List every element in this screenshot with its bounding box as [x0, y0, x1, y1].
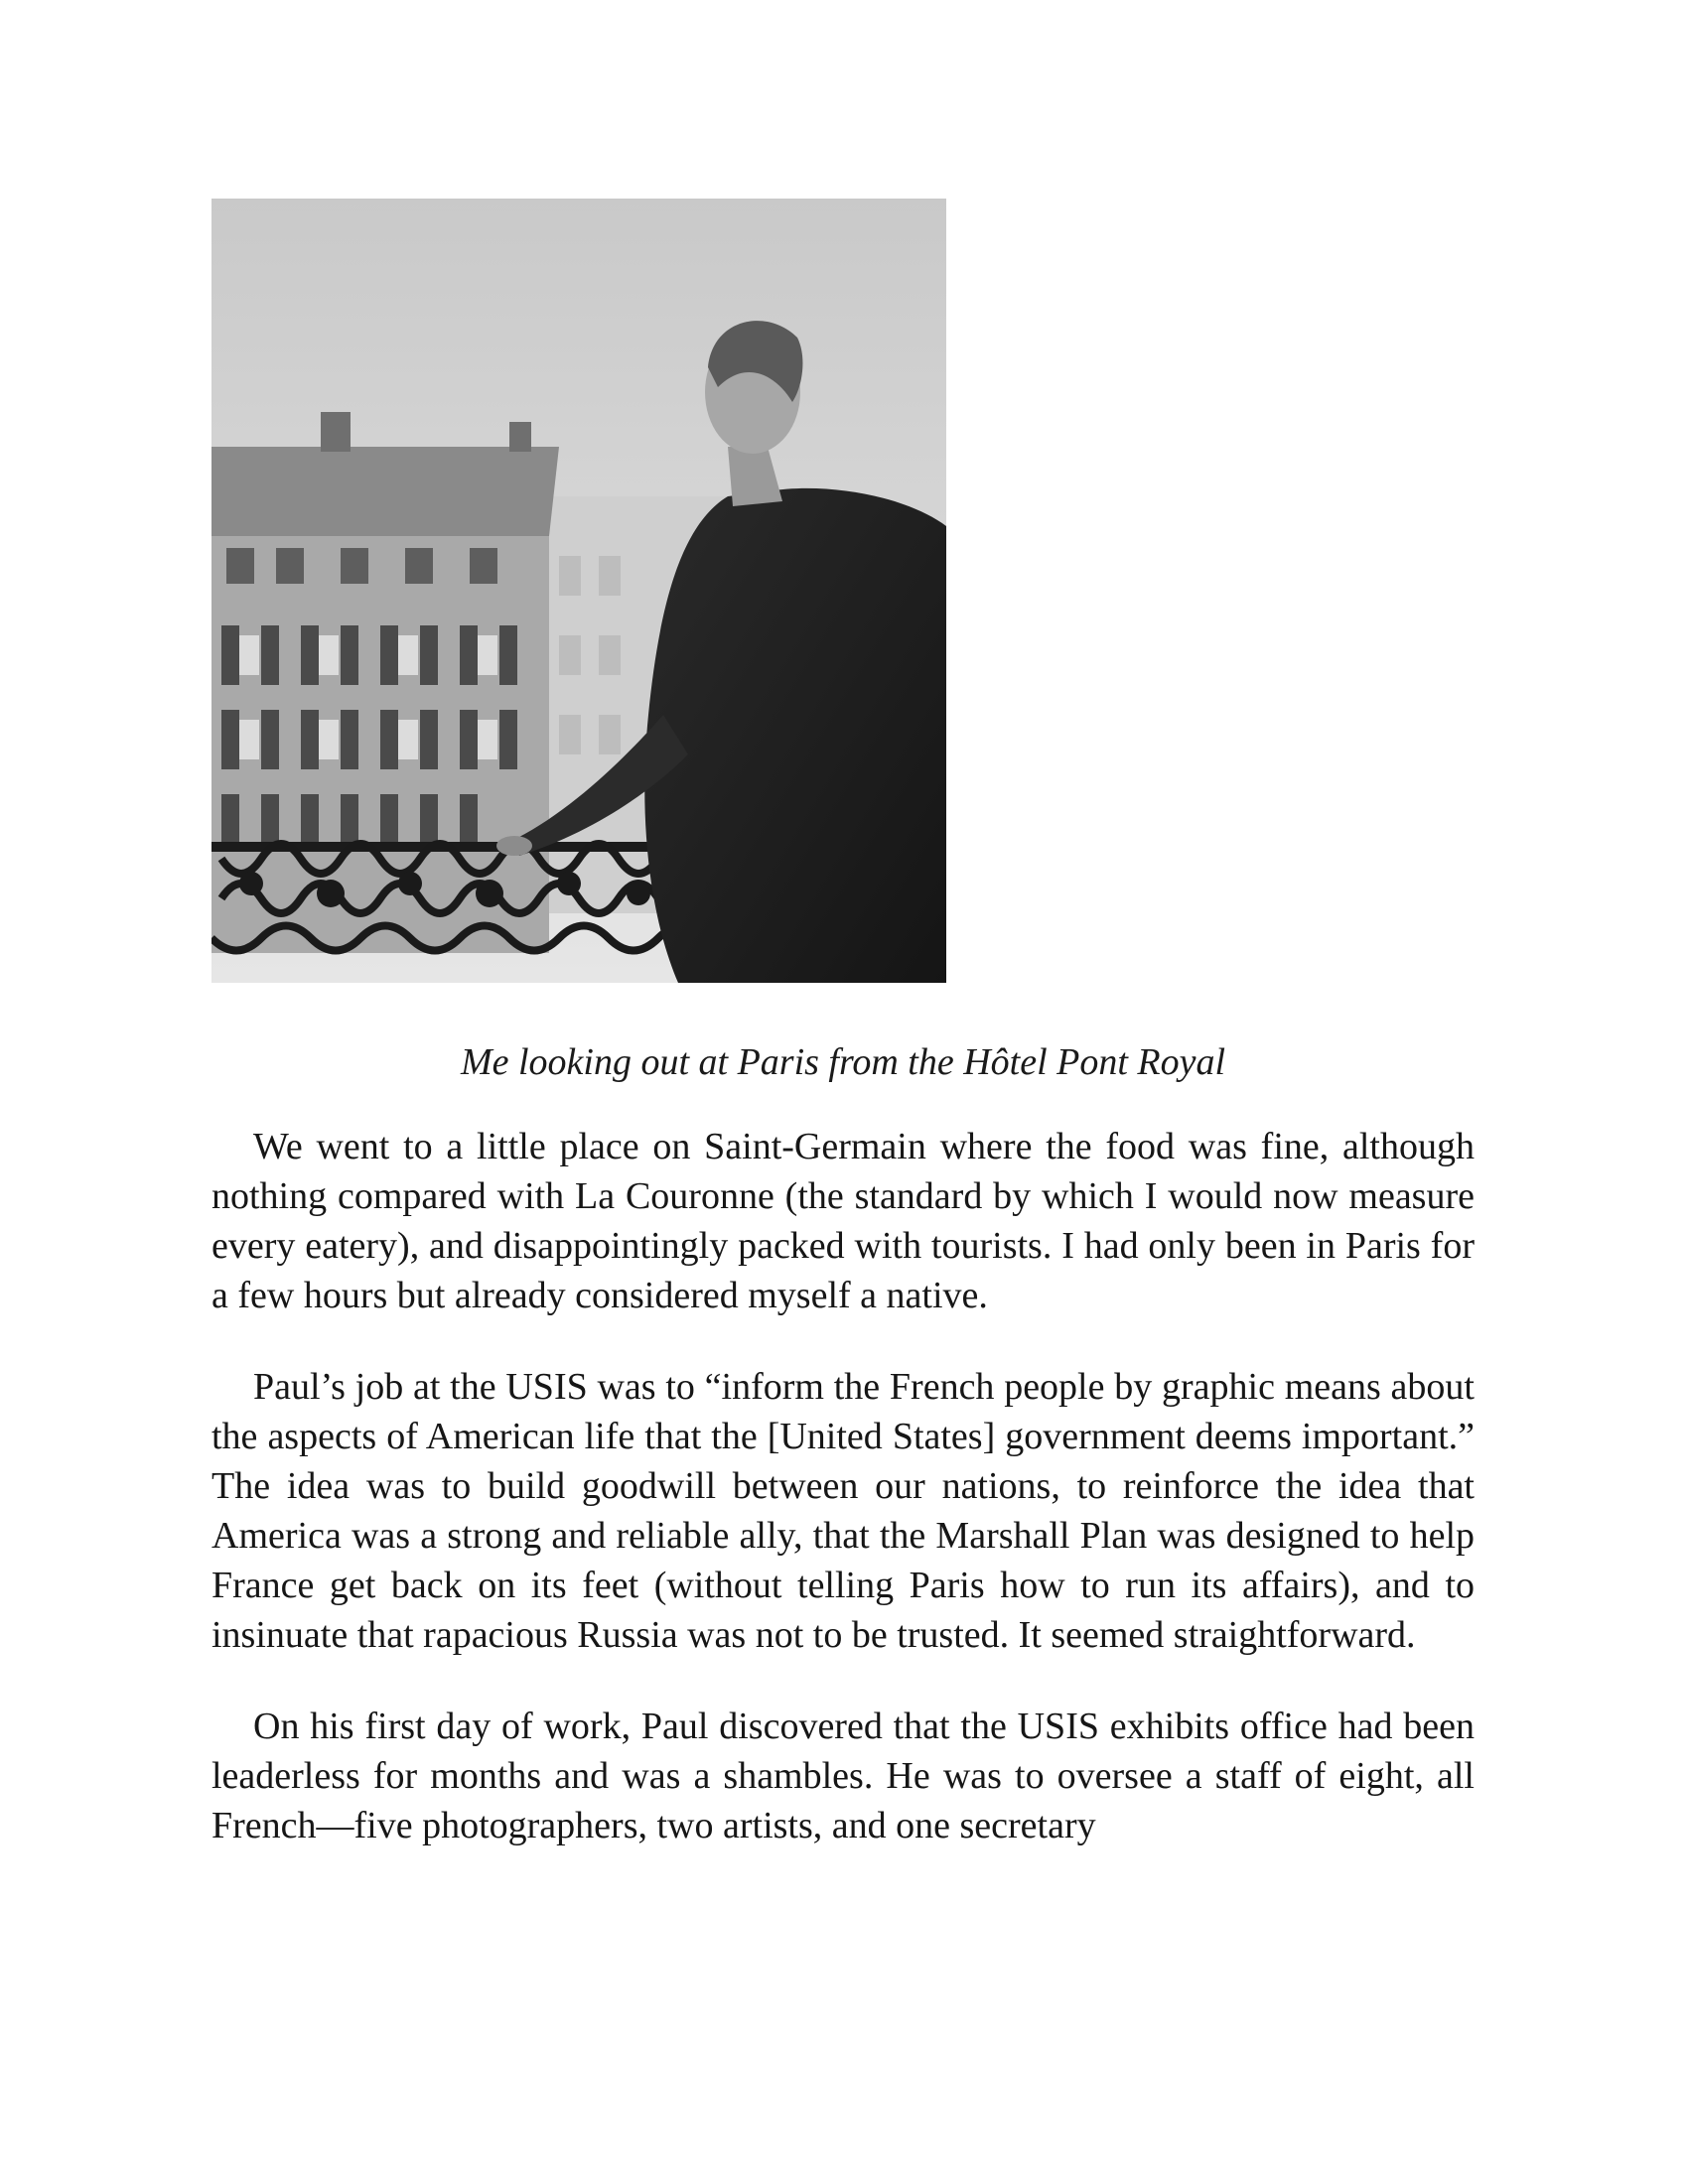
paragraph: We went to a little place on Saint-Germain where the food was fine, although nothing compared with La Couronne (the standard by which I would now measure every eatery), and disappointingly packed with tourists. I had only been in Paris for a few hours but already considered myself a native.	[211, 1126, 1475, 1316]
body-text	[211, 1122, 1475, 1892]
paragraph: Paul’s job at the USIS was to “inform the French people by graphic means about the aspects of American life that the [United States] government deems important.” The idea was to build goodwill between our nations, to reinforce the idea that America was a strong and reliable ally, that the Marshall Plan was designed to help France get back on its feet (without telling Paris how to run its affairs), and to insinuate that rapacious Russia was not to be trusted. It seemed straightforward.	[211, 1366, 1475, 1656]
photo-woman-on-balcony	[211, 199, 946, 983]
paragraph: On his first day of work, Paul discovered that the USIS exhibits office had been leaderless for months and was a shambles. He was to oversee a staff of eight, all French—five photographers, two artists, and one secretary	[211, 1706, 1475, 1846]
photo-caption: Me looking out at Paris from the Hôtel Pont Royal	[460, 1041, 1226, 1083]
